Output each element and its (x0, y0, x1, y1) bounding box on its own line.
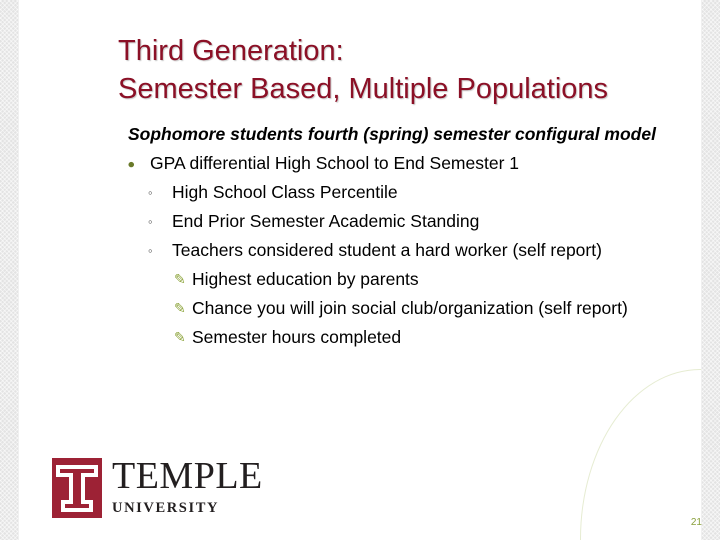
bullet-text: GPA differential High School to End Semester 1 (150, 153, 520, 173)
corner-decoration (580, 369, 701, 540)
circle-bullet-icon: ◦ (148, 185, 153, 200)
bullet-text: Chance you will join social club/organization (self report) (192, 298, 628, 318)
logo-subtitle: UNIVERSITY (112, 500, 220, 516)
circle-bullet-icon: ◦ (148, 243, 153, 258)
slide-title-line-2: Semester Based, Multiple Populations (118, 73, 609, 105)
slide-number: 21 (690, 517, 702, 528)
bullet-level2 (128, 236, 708, 265)
bullet-text: Teachers considered student a hard worker (self report) (172, 240, 602, 260)
pencil-bullet-icon: ✎ (174, 329, 186, 345)
temple-university-logo (52, 455, 263, 520)
slide-title (118, 32, 698, 108)
bullet-level1 (128, 149, 708, 178)
pencil-bullet-icon: ✎ (174, 271, 186, 287)
temple-t-icon (52, 458, 102, 518)
bullet-text: Semester hours completed (192, 327, 402, 347)
bullet-text: End Prior Semester Academic Standing (172, 211, 480, 231)
bullet-icon: ⦁ (128, 156, 135, 171)
bullet-text: Highest education by parents (192, 269, 419, 289)
bullet-level2 (128, 207, 708, 236)
left-texture-strip (0, 0, 18, 540)
bullet-level3 (128, 294, 708, 323)
bullet-level3 (128, 265, 708, 294)
pencil-bullet-icon: ✎ (174, 300, 186, 316)
slide-title-line-1: Third Generation: (118, 35, 344, 67)
bullet-text: High School Class Percentile (172, 182, 398, 202)
bullet-level3 (128, 323, 708, 352)
circle-bullet-icon: ◦ (148, 214, 153, 229)
bullet-level2 (128, 178, 708, 207)
subheading: Sophomore students fourth (spring) semester configural model (128, 124, 656, 144)
logo-wordmark: TEMPLE (112, 455, 263, 497)
slide-content (128, 122, 708, 352)
